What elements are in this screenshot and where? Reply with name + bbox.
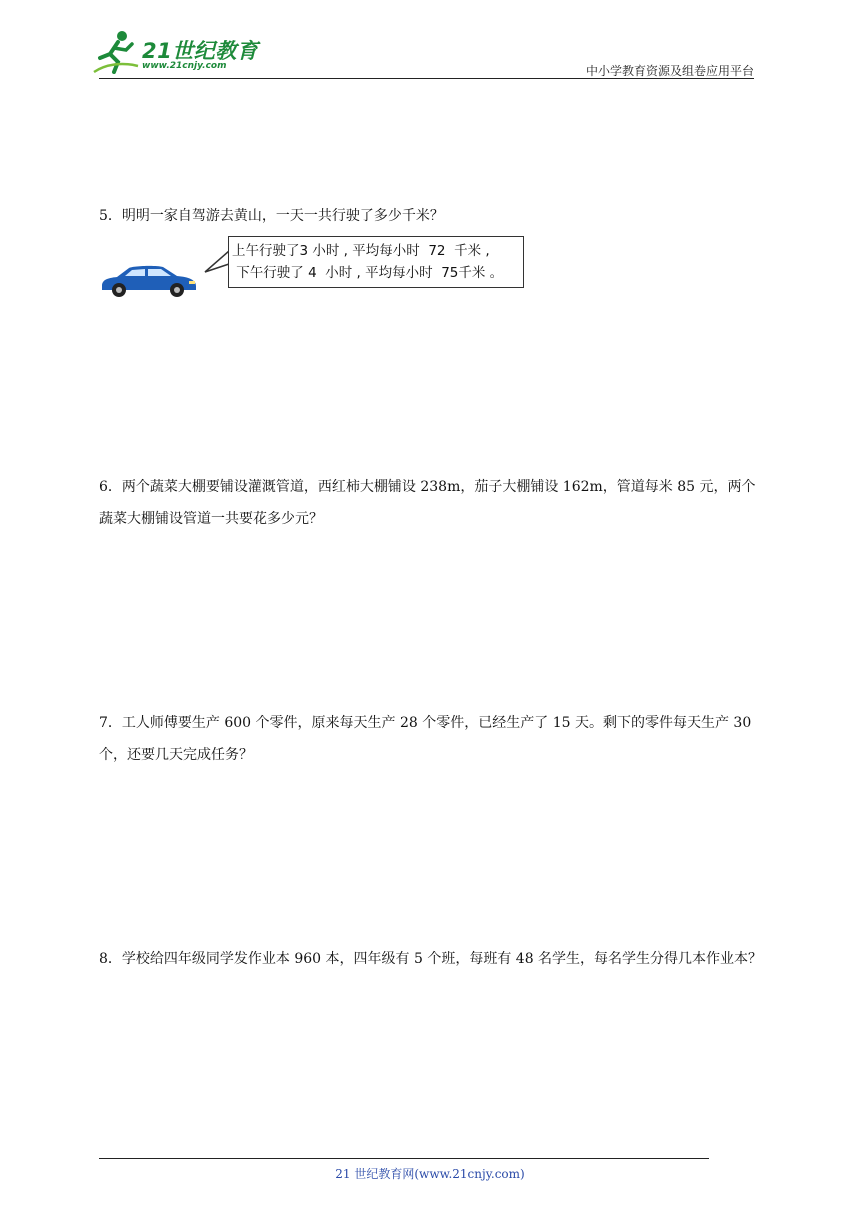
- bubble-line-2: 下午行驶了 4 小时 , 平均每小时 75千米 。: [232, 265, 504, 281]
- site-logo[interactable]: [92, 28, 262, 78]
- logo-text: 21世纪教育: [142, 39, 259, 63]
- question-6: 6．两个蔬菜大棚要铺设灌溉管道，西红柿大棚铺设 238m，茄子大棚铺设 162m，管道每米 85 元，两个蔬菜大棚铺设管道一共要花多少元？: [99, 479, 756, 527]
- car-illustration: [99, 262, 199, 298]
- question-5: 5．明明一家自驾游去黄山，一天一共行驶了多少千米？: [99, 208, 444, 224]
- question-8: 8．学校给四年级同学发作业本 960 本，四年级有 5 个班，每班有 48 名学生，每名学生分得几本作业本？: [99, 951, 763, 967]
- platform-title: 中小学教育资源及组卷应用平台: [585, 64, 754, 78]
- logo-url: www.21cnjy.com: [142, 61, 227, 71]
- runner-icon: [92, 28, 140, 74]
- question-7: 7．工人师傅要生产 600 个零件，原来每天生产 28 个零件，已经生产了 15 天。剩下的零件每天生产 30 个，还要几天完成任务？: [99, 715, 752, 763]
- footer-link[interactable]: 21 世纪教育网(www.21cnjy.com): [335, 1167, 525, 1181]
- bubble-line-1: 上午行驶了3 小时 , 平均每小时 72 千米 ,: [232, 243, 490, 259]
- speech-bubble: [228, 236, 524, 288]
- header-divider: [99, 78, 754, 79]
- page-header: [0, 0, 860, 80]
- footer-divider: [99, 1158, 709, 1159]
